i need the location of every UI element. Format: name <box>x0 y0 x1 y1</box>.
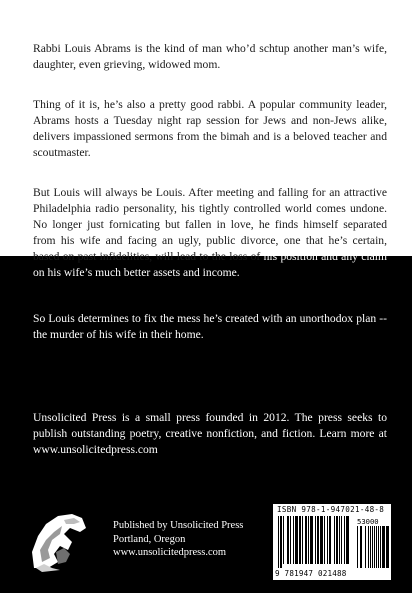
barcode-bar <box>308 516 309 564</box>
barcode-addon-bar <box>360 526 362 568</box>
barcode-bar <box>339 516 340 564</box>
price-code: 53000 <box>357 517 379 526</box>
barcode-bar <box>341 516 342 564</box>
barcode-addon-bar <box>382 526 385 568</box>
barcode-addon-bar <box>372 526 373 568</box>
barcode-addon-bar <box>378 526 379 568</box>
barcode-addon-bar <box>365 526 366 568</box>
barcode-bars <box>273 516 391 570</box>
barcode-bar <box>287 516 289 564</box>
barcode-bar <box>344 516 345 564</box>
barcode-bar <box>346 516 349 564</box>
barcode-bar <box>283 516 284 564</box>
barcode-addon-bar <box>357 526 358 568</box>
barcode-addon-bar <box>370 526 371 568</box>
barcode-bar <box>302 516 303 564</box>
publisher-website: www.unsolicitedpress.com <box>113 547 227 558</box>
barcode-bar <box>315 516 316 564</box>
barcode-addon-bar <box>376 526 377 568</box>
barcode-bar <box>299 516 301 564</box>
synopsis-paragraph-4: So Louis determines to fix the mess he’s created with an unorthodox plan -- the murder of his wife in their home. <box>33 312 387 341</box>
barcode-bar <box>324 516 325 564</box>
barcode-bar <box>295 516 298 564</box>
barcode-bar <box>305 516 307 564</box>
publisher-location: Portland, Oregon <box>113 533 186 545</box>
isbn-barcode <box>273 504 391 580</box>
publisher-name: Published by Unsolicited Press <box>113 520 244 531</box>
barcode-bar <box>317 516 319 564</box>
barcode-addon-bar <box>374 526 375 568</box>
barcode-bar <box>336 516 338 564</box>
barcode-bar <box>329 516 331 564</box>
synopsis-paragraph-3 <box>33 185 387 281</box>
isbn-label: ISBN 978-1-947021-48-8 <box>277 505 385 514</box>
barcode-bar <box>310 516 313 564</box>
unsolicited-press-logo-icon <box>30 506 90 574</box>
barcode-bar <box>280 516 282 568</box>
barcode-bar <box>320 516 323 564</box>
publisher-info <box>113 519 273 560</box>
press-blurb: Unsolicited Press is a small press founded in 2012. The press seeks to publish outstanding poetry, creative nonfiction, and fiction. Learn more at www.unsolicitedpress.com <box>33 411 387 456</box>
barcode-addon-bar <box>368 526 369 568</box>
barcode-bar <box>293 516 294 564</box>
barcode-bar <box>290 516 291 564</box>
barcode-addon-bar <box>380 526 381 568</box>
synopsis-paragraph-3-top: But Louis will always be Louis. After meeting and falling for an attractive Philadelphia radio personality, his tightly controlled world comes undone. No longer just fornicating but fallen in love, he finds himself separated from his wife and facing an ugly, public divorce, one that he’s certain, based on past infidelities, will lead to the loss of <box>33 186 387 263</box>
barcode-bar <box>278 516 279 568</box>
barcode-bar <box>327 516 328 564</box>
barcode-addon-bar <box>386 526 389 568</box>
barcode-digits: 9 781947 021488 <box>275 569 347 578</box>
synopsis-paragraph-2: Thing of it is, he’s also a pretty good rabbi. A popular community leader, Abrams hosts a Tuesday night rap session for Jews and non-Jews alike, delivers impassioned sermons from the bimah and is a beloved teacher and scoutmaster. <box>33 98 387 159</box>
synopsis-paragraph-3-bottom: his position and any claim on his wife’s much better assets and income. <box>33 250 387 279</box>
synopsis-paragraph-1: Rabbi Louis Abrams is the kind of man who’d schtup another man’s wife, daughter, even grieving, widowed mom. <box>33 42 387 71</box>
barcode-bar <box>334 516 335 564</box>
